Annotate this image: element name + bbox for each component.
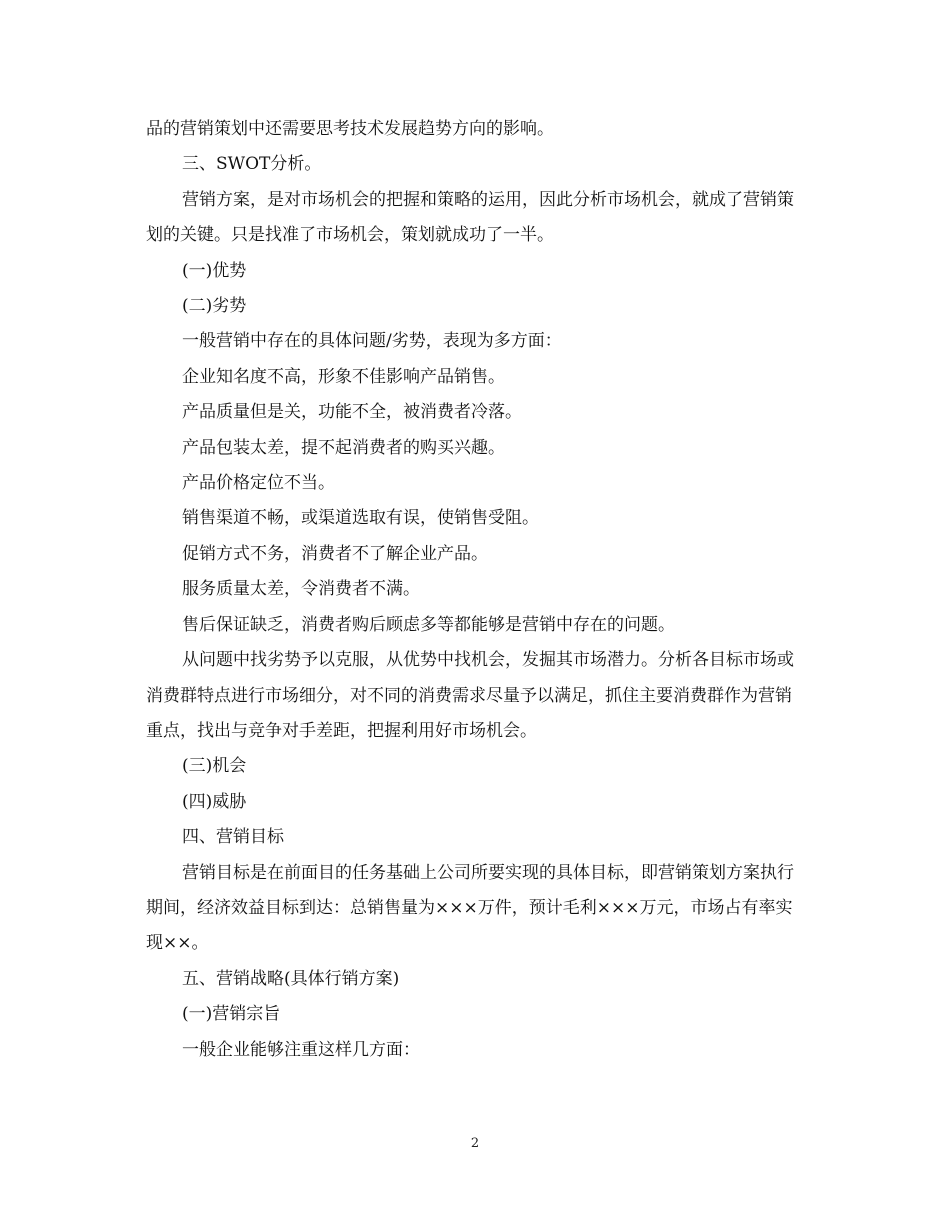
paragraph: 从问题中找劣势予以克服，从优势中找机会，发掘其市场潜力。分析各目标市场或消费群特点进行市场细分，对不同的消费需求尽量予以满足，抓住主要消费群作为营销重点，找出与竞争对手差距，把握利用好市场机会。	[146, 650, 794, 741]
paragraph: 一般营销中存在的具体问题/劣势，表现为多方面：	[182, 331, 562, 352]
paragraph: 品的营销策划中还需要思考技术发展趋势方向的影响。	[146, 119, 554, 139]
list-item: 促销方式不务，消费者不了解企业产品。	[182, 543, 488, 564]
subsection-heading: (四)威胁	[182, 791, 247, 812]
list-item: 产品质量但是关，功能不全，被消费者冷落。	[182, 402, 522, 423]
document-body	[146, 112, 806, 1068]
subsection-heading: (三)机会	[182, 756, 247, 777]
list-item: 企业知名度不高，形象不佳影响产品销售。	[182, 366, 505, 387]
page-number: 2	[470, 1136, 480, 1151]
section-heading: 三、SWOT分析。	[182, 154, 322, 175]
subsection-heading: (一)优势	[182, 260, 247, 281]
section-heading: 五、营销战略(具体行销方案)	[182, 968, 400, 989]
list-item: 销售渠道不畅，或渠道选取有误，使销售受阻。	[182, 508, 539, 529]
paragraph: 营销目标是在前面目的任务基础上公司所要实现的具体目标，即营销策划方案执行期间，经济效益目标到达：总销售量为×××万件，预计毛利×××万元，市场占有率实现××。	[146, 862, 794, 954]
list-item: 产品包装太差，提不起消费者的购买兴趣。	[182, 437, 505, 458]
list-item: 服务质量太差，令消费者不满。	[182, 579, 420, 600]
paragraph: 一般企业能够注重这样几方面：	[182, 1039, 420, 1060]
list-item: 产品价格定位不当。	[182, 473, 335, 494]
list-item: 售后保证缺乏，消费者购后顾虑多等都能够是营销中存在的问题。	[182, 614, 675, 635]
subsection-heading: (一)营销宗旨	[182, 1004, 281, 1025]
subsection-heading: (二)劣势	[182, 296, 247, 317]
section-heading: 四、营销目标	[182, 827, 284, 848]
paragraph: 营销方案，是对市场机会的把握和策略的运用，因此分析市场机会，就成了营销策划的关键。只是找准了市场机会，策划就成功了一半。	[146, 189, 794, 246]
